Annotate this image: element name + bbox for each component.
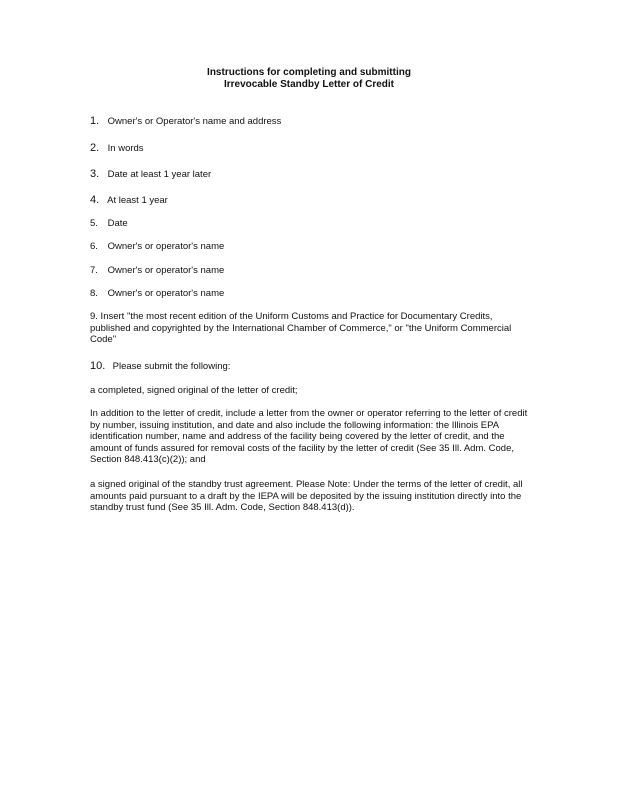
item-text: Owner's or operator's name bbox=[107, 288, 225, 299]
item-number: 1. bbox=[90, 115, 100, 127]
instruction-item-9: 9. Insert "the most recent edition of the Uniform Customs and Practice for Documentary Credits, published and copyrighted by the International Chamber of Commerce," or "the Uniform Commercial Code" bbox=[90, 311, 512, 345]
item-number: 6. bbox=[90, 241, 98, 252]
item-text: Date bbox=[107, 218, 128, 229]
item-number: 8. bbox=[90, 288, 98, 299]
item-number: 3. bbox=[90, 168, 100, 180]
item-number: 5. bbox=[90, 218, 98, 229]
item-text: Owner's or operator's name bbox=[107, 265, 225, 276]
item-number: 7. bbox=[90, 265, 98, 276]
instruction-item-3 bbox=[90, 168, 211, 181]
item-text: Date at least 1 year later bbox=[107, 169, 212, 180]
submission-cover-letter: In addition to the letter of credit, include a letter from the owner or operator referring to the letter of credit by number, issuing institution, and date and also include the following information: the Illinois EPA identification number, name and address of the facility being covered by the letter of credit, and the amount of funds assured for removal costs of the facility by the letter of credit (See 35 Ill. Adm. Code, Section 848.413(c)(2)); and bbox=[90, 408, 528, 465]
instruction-item-6 bbox=[90, 241, 224, 253]
instruction-item-1 bbox=[90, 115, 281, 128]
item-text: At least 1 year bbox=[107, 195, 168, 206]
title-line-1: Instructions for completing and submitting bbox=[207, 67, 411, 78]
item-number: 4. bbox=[90, 194, 100, 206]
instruction-item-10 bbox=[90, 360, 230, 373]
item-text: Owner's or Operator's name and address bbox=[107, 116, 282, 127]
instruction-item-4 bbox=[90, 194, 168, 207]
item-number: 10. bbox=[90, 360, 106, 372]
submission-letter-of-credit: a completed, signed original of the letter of credit; bbox=[90, 385, 298, 396]
item-text: Owner's or operator's name bbox=[107, 241, 225, 252]
instruction-item-8 bbox=[90, 288, 224, 300]
instruction-item-5 bbox=[90, 218, 128, 230]
title-line-2: Irrevocable Standby Letter of Credit bbox=[223, 79, 395, 90]
item-text: Please submit the following: bbox=[112, 361, 231, 372]
submission-trust-agreement: a signed original of the standby trust agreement. Please Note: Under the terms of the letter of credit, all amounts paid pursuant to a draft by the IEPA will be deposited by the issuing institution directly into the standby trust fund (See 35 Ill. Adm. Code, Section 848.413(d)). bbox=[90, 479, 523, 513]
item-number: 2. bbox=[90, 142, 100, 154]
item-text: In words bbox=[107, 143, 144, 154]
instruction-item-7 bbox=[90, 265, 224, 277]
instruction-item-2 bbox=[90, 142, 144, 155]
